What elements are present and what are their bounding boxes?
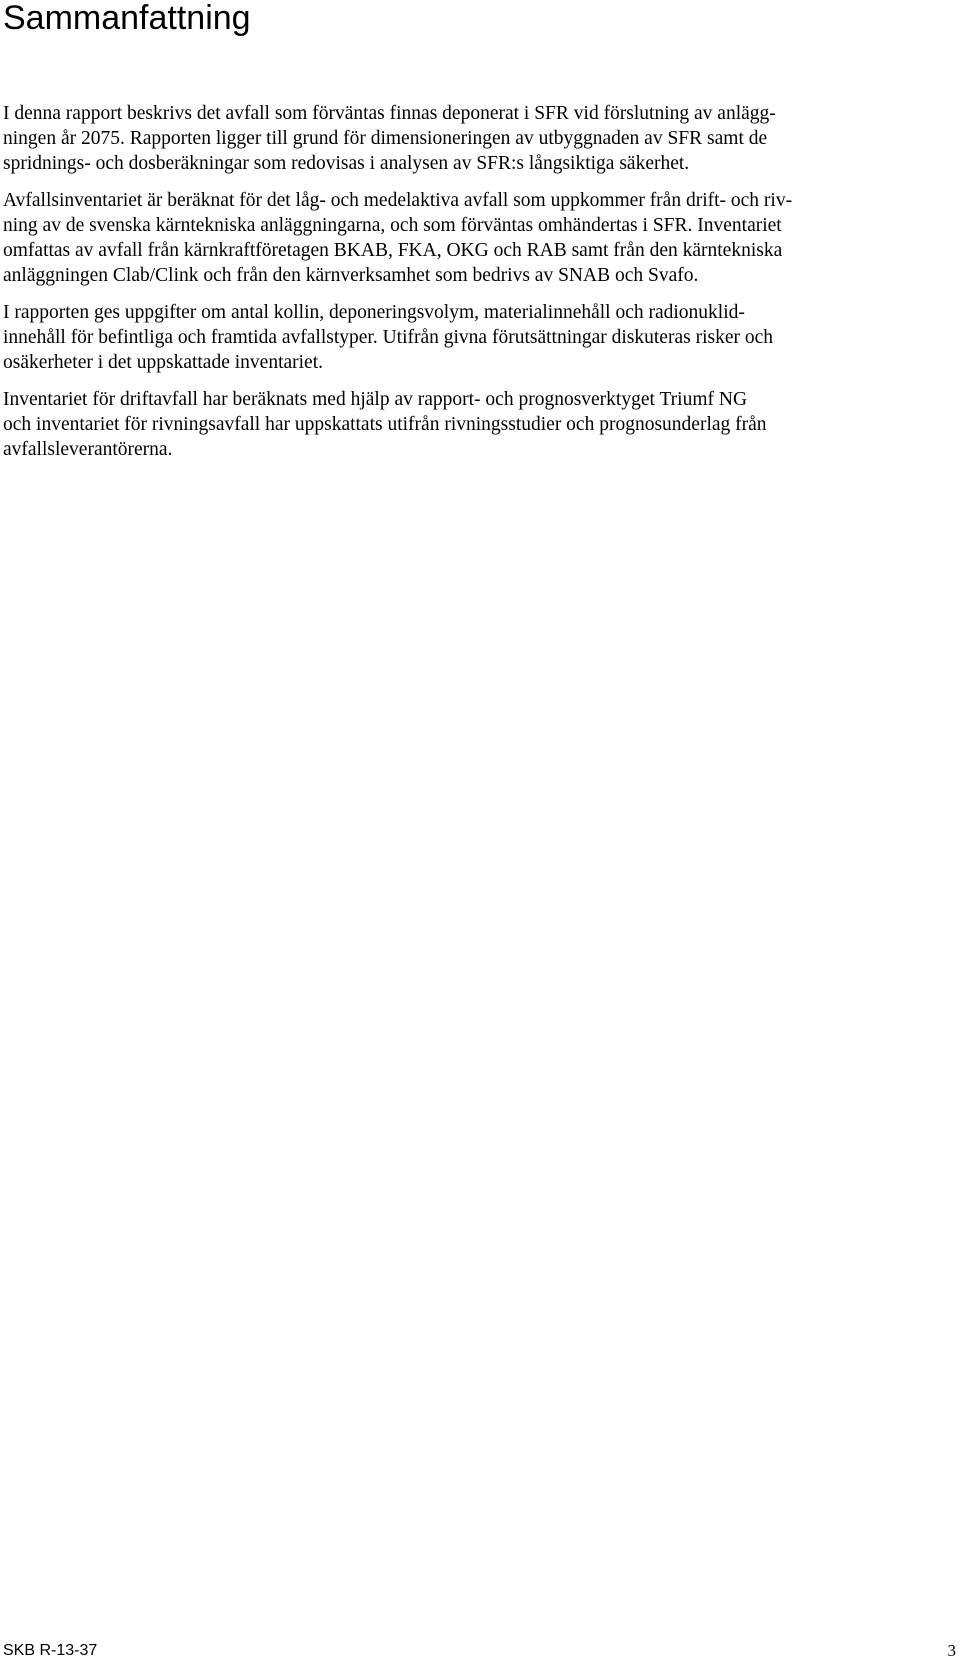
paragraph: I denna rapport beskrivs det avfall som förväntas finnas deponerat i SFR vid förslutning av anlägg- ningen år 2075. Rapporten ligger till grund för dimensioneringen av utbyggnaden av SFR samt de spridnings- och dosberäkningar som redovisas i analysen av SFR:s långsiktiga säkerhet. bbox=[3, 103, 776, 174]
footer-page-number: 3 bbox=[947, 1641, 956, 1660]
footer-report-id: SKB R-13-37 bbox=[3, 1642, 98, 1659]
paragraph: Inventariet för driftavfall har beräknats med hjälp av rapport- och prognosverktyget Triumf NG och inventariet för rivningsavfall har uppskattats utifrån rivningsstudier och prognosunderlag från avfallsleverantörerna. bbox=[3, 389, 767, 460]
document-body bbox=[3, 101, 955, 474]
paragraph: I rapporten ges uppgifter om antal kollin, deponeringsvolym, materialinnehåll och radionuklid- innehåll för befintliga och framtida avfallstyper. Utifrån givna förutsättningar diskuteras risker och osäkerheter i det uppskattade inventariet. bbox=[3, 302, 774, 373]
paragraph: Avfallsinventariet är beräknat för det låg- och medelaktiva avfall som uppkommer från drift- och riv- ning av de svenska kärntekniska anläggningarna, och som förväntas omhändertas i SFR. Inventariet omfattas av avfall från kärnkraftföretagen BKAB, FKA, OKG och RAB samt från den kärntekniska anläggningen Clab/Clink och från den kärnverksamhet som bedrivs av SNAB och Svafo. bbox=[3, 190, 793, 286]
page-title: Sammanfattning bbox=[3, 0, 251, 37]
